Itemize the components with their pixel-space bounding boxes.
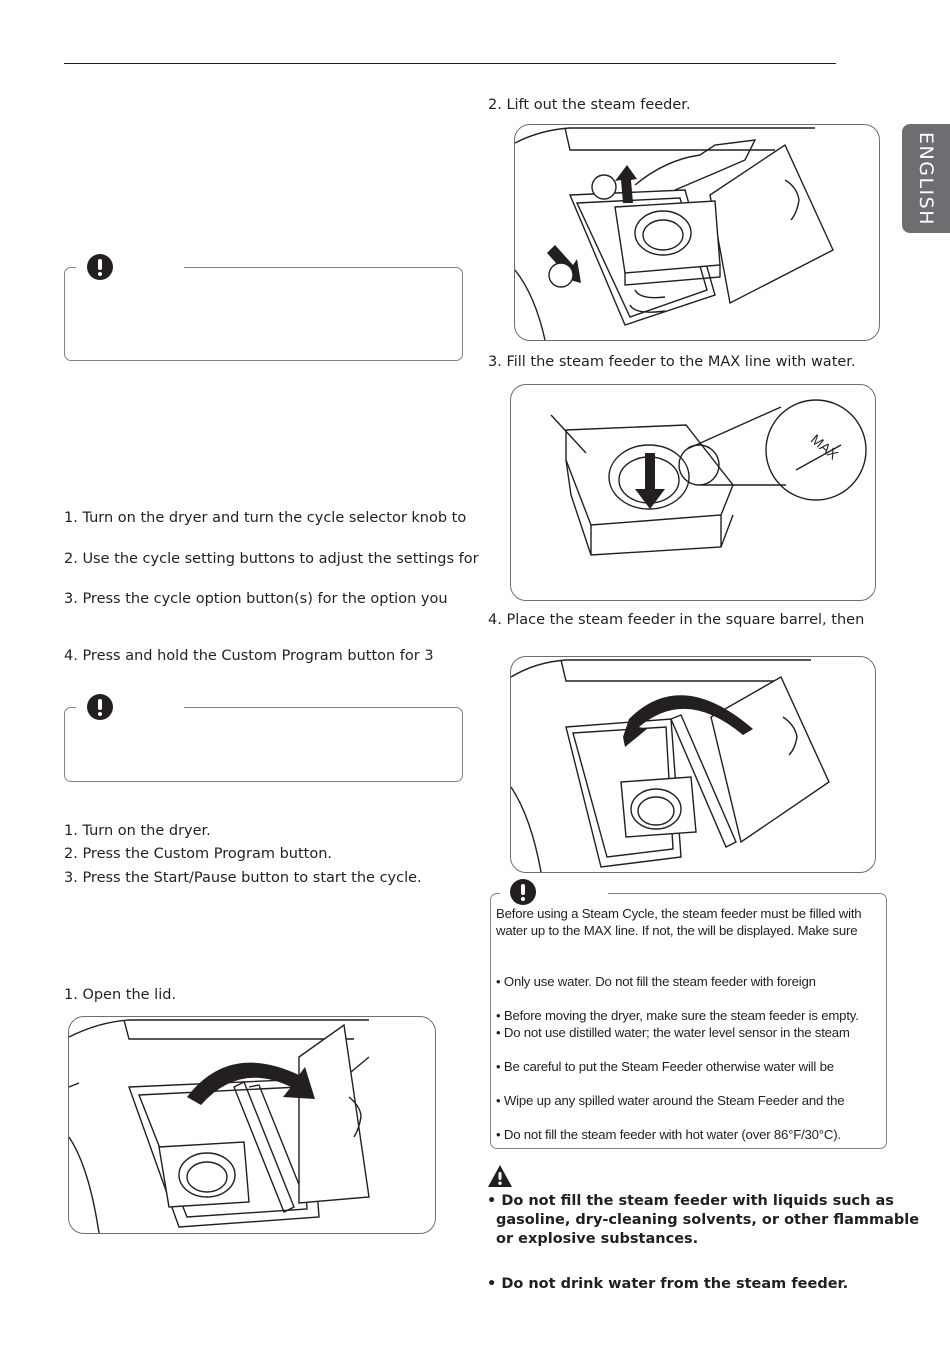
note-icon (87, 254, 113, 280)
language-tab (902, 124, 950, 233)
custom-step-3: 3. Press the cycle option button(s) for the option you (64, 591, 448, 607)
header-rule (64, 63, 836, 64)
step-place: 4. Place the steam feeder in the square barrel, then (488, 612, 865, 628)
run-step-2: 2. Press the Custom Program button. (64, 846, 333, 862)
note-line-1: Before using a Steam Cycle, the steam feeder must be filled with (496, 906, 862, 921)
step-fill: 3. Fill the steam feeder to the MAX line with water. (488, 354, 856, 370)
warning-bullet-1-line-3: or explosive substances. (496, 1231, 699, 1247)
note-bullet-4: • Be careful to put the Steam Feeder otherwise water will be (496, 1059, 834, 1074)
warning-bullet-2: • Do not drink water from the steam feeder. (487, 1276, 849, 1292)
custom-step-4: 4. Press and hold the Custom Program button for 3 (64, 648, 434, 664)
lift-feeder-illustration (514, 124, 880, 341)
custom-step-1: 1. Turn on the dryer and turn the cycle selector knob to (64, 510, 467, 526)
note-box-2 (64, 707, 463, 782)
open-lid-illustration (68, 1016, 436, 1234)
warning-bullet-1-line-1: • Do not fill the steam feeder with liquids such as (487, 1193, 894, 1209)
note-icon (510, 879, 536, 905)
note-bullet-3: • Do not use distilled water; the water level sensor in the steam (496, 1025, 850, 1040)
note-icon (87, 694, 113, 720)
warning-bullet-1-line-2: gasoline, dry-cleaning solvents, or other flammable (496, 1212, 920, 1228)
warning-triangle-icon (487, 1164, 513, 1188)
language-tab-label: ENGLISH (915, 131, 937, 226)
custom-step-2: 2. Use the cycle setting buttons to adjust the settings for (64, 551, 479, 567)
note-box-1 (64, 267, 463, 361)
note-bullet-2: • Before moving the dryer, make sure the steam feeder is empty. (496, 1008, 859, 1023)
note-line-2: water up to the MAX line. If not, the will be displayed. Make sure (496, 923, 858, 938)
run-step-1: 1. Turn on the dryer. (64, 823, 211, 839)
step-lift: 2. Lift out the steam feeder. (488, 97, 691, 113)
note-bullet-1: • Only use water. Do not fill the steam feeder with foreign (496, 974, 816, 989)
fill-feeder-illustration (510, 384, 876, 601)
note-bullet-5: • Wipe up any spilled water around the Steam Feeder and the (496, 1093, 845, 1108)
close-lid-illustration (510, 656, 876, 873)
open-lid-step: 1. Open the lid. (64, 987, 177, 1003)
run-step-3: 3. Press the Start/Pause button to start the cycle. (64, 870, 422, 886)
note-bullet-6: • Do not fill the steam feeder with hot water (over 86°F/30°C). (496, 1127, 841, 1142)
max-label: MAX (807, 430, 842, 463)
